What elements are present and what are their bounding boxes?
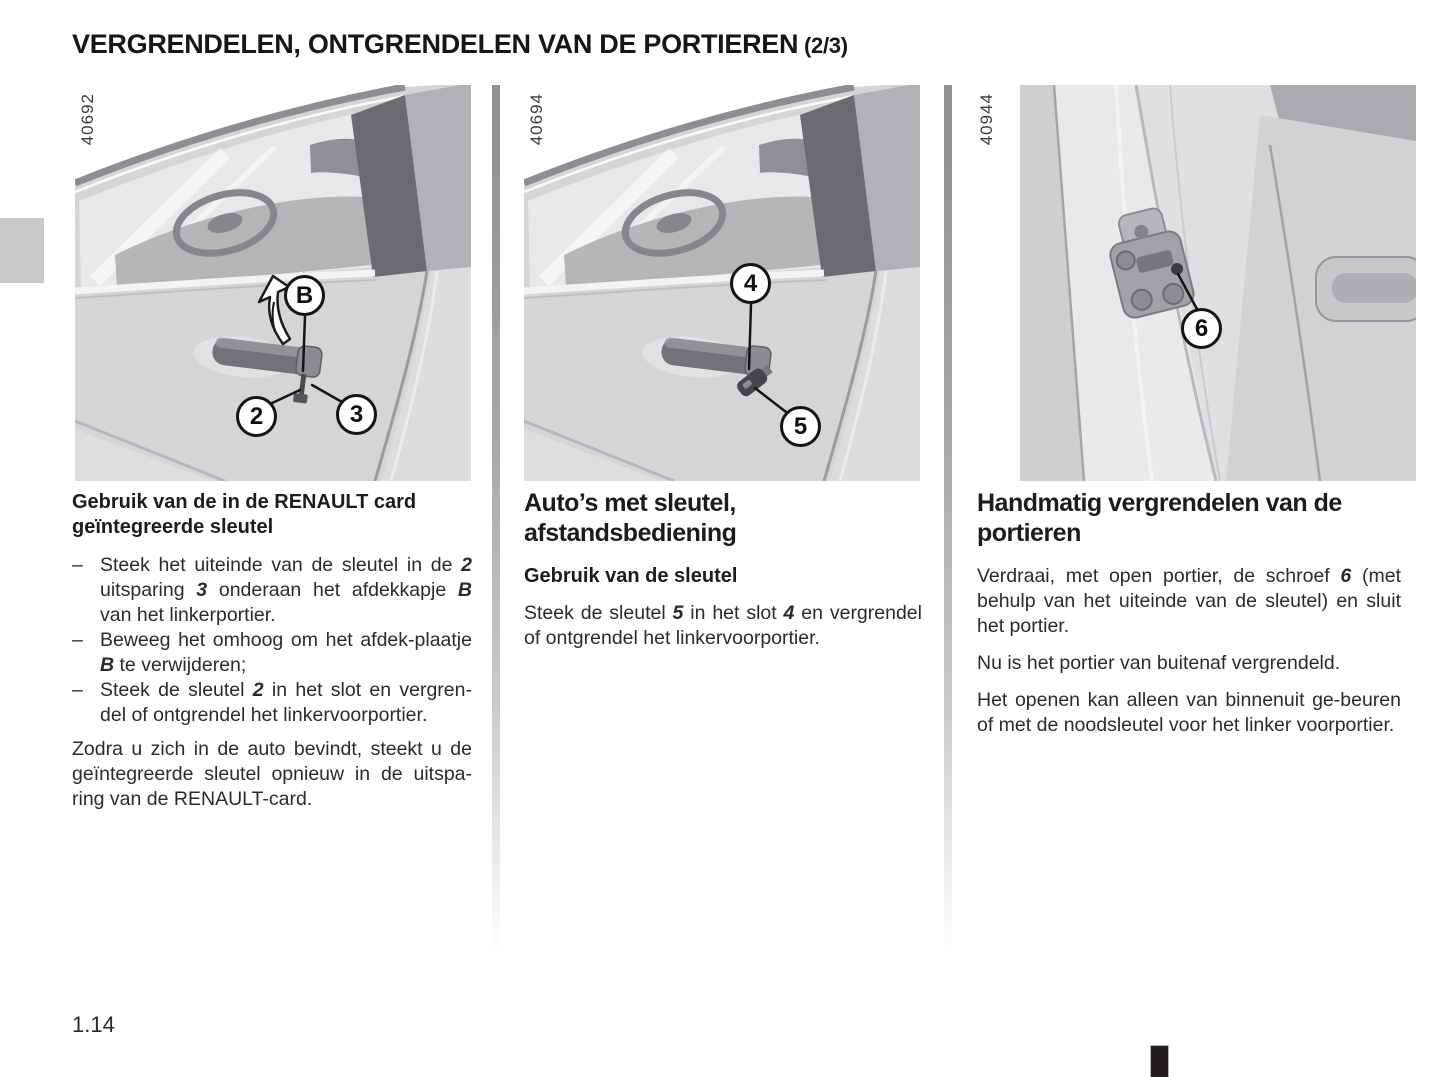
body-paragraph: Nu is het portier van buitenaf vergrendeld.: [977, 652, 1341, 674]
callout-marker-4: 4: [730, 263, 771, 304]
body-paragraph: Zodra u zich in de auto bevindt, steekt u de geïntegreerde sleutel opnieuw in de uitspa-ring van de RENAULT-card.: [72, 738, 472, 810]
callout-marker-6: 6: [1181, 308, 1222, 349]
list-item: [72, 678, 472, 728]
door-edge-illustration: [1020, 85, 1416, 481]
body-paragraph: Verdraai, met open portier, de schroef 6 (met behulp van het uiteinde van de sleutel) en sluit het portier.: [977, 565, 1401, 637]
callout-marker-5: 5: [780, 406, 821, 447]
page-title-text: VERGRENDELEN, ONTGRENDELEN VAN DE PORTIEREN: [72, 29, 799, 59]
column-key-remote: [524, 488, 922, 663]
armrest-shape: [1316, 257, 1416, 321]
print-registration-mark: [1150, 1045, 1169, 1077]
figure-reference-label: 40692: [78, 93, 97, 146]
figure-door-handle-key-cap: [75, 85, 471, 481]
column-renault-card-key: [72, 490, 472, 824]
callout-marker-B: B: [284, 275, 325, 316]
column-subheading: Gebruik van de in de RENAULT card geïntegreerde sleutel: [72, 491, 417, 538]
callout-marker-3: 3: [336, 394, 377, 435]
car-door-illustration: [524, 85, 920, 481]
list-item: [72, 628, 472, 678]
column-separator: [492, 85, 500, 990]
lock-screw-icon: [1171, 263, 1183, 275]
column-separator: [944, 85, 952, 990]
body-paragraph: Steek de sleutel 5 in het slot 4 en vergrendel of ontgrendel het linkervoorportier.: [524, 602, 922, 649]
column-manual-locking: [977, 488, 1401, 750]
page-title: [72, 30, 848, 60]
body-paragraph: Het openen kan alleen van binnenuit ge-beuren of met de noodsleutel voor het linker voorportier.: [977, 689, 1401, 736]
list-item: [72, 553, 472, 628]
column-heading: Handmatig vergrendelen van de portieren: [977, 489, 1342, 547]
list-item-text: Steek de sleutel 2 in het slot en vergren-del of ontgrendel het linkervoorportier.: [100, 679, 472, 726]
column-subheading: Gebruik van de sleutel: [524, 565, 738, 587]
figure-door-edge-screw: [977, 85, 1416, 481]
page-number: 1.14: [72, 1012, 115, 1037]
list-bullet: –: [72, 679, 83, 701]
figure-reference-label: 40694: [527, 93, 546, 146]
list-item-text: Beweeg het omhoog om het afdek-plaatje B te verwijderen;: [100, 629, 472, 676]
figure-reference-label: 40944: [977, 93, 996, 146]
list-bullet: –: [72, 554, 83, 576]
list-item-text: Steek het uiteinde van de sleutel in de 2 uitsparing 3 onderaan het afdekkapje B van het linkerportier.: [100, 554, 472, 626]
figure-door-handle-lock: [524, 85, 920, 481]
column-heading: Auto’s met sleutel, afstandsbediening: [524, 489, 737, 547]
callout-marker-2: 2: [236, 396, 277, 437]
list-bullet: –: [72, 629, 83, 651]
section-tab-marker: [0, 218, 44, 283]
page-title-suffix: (2/3): [798, 33, 848, 58]
